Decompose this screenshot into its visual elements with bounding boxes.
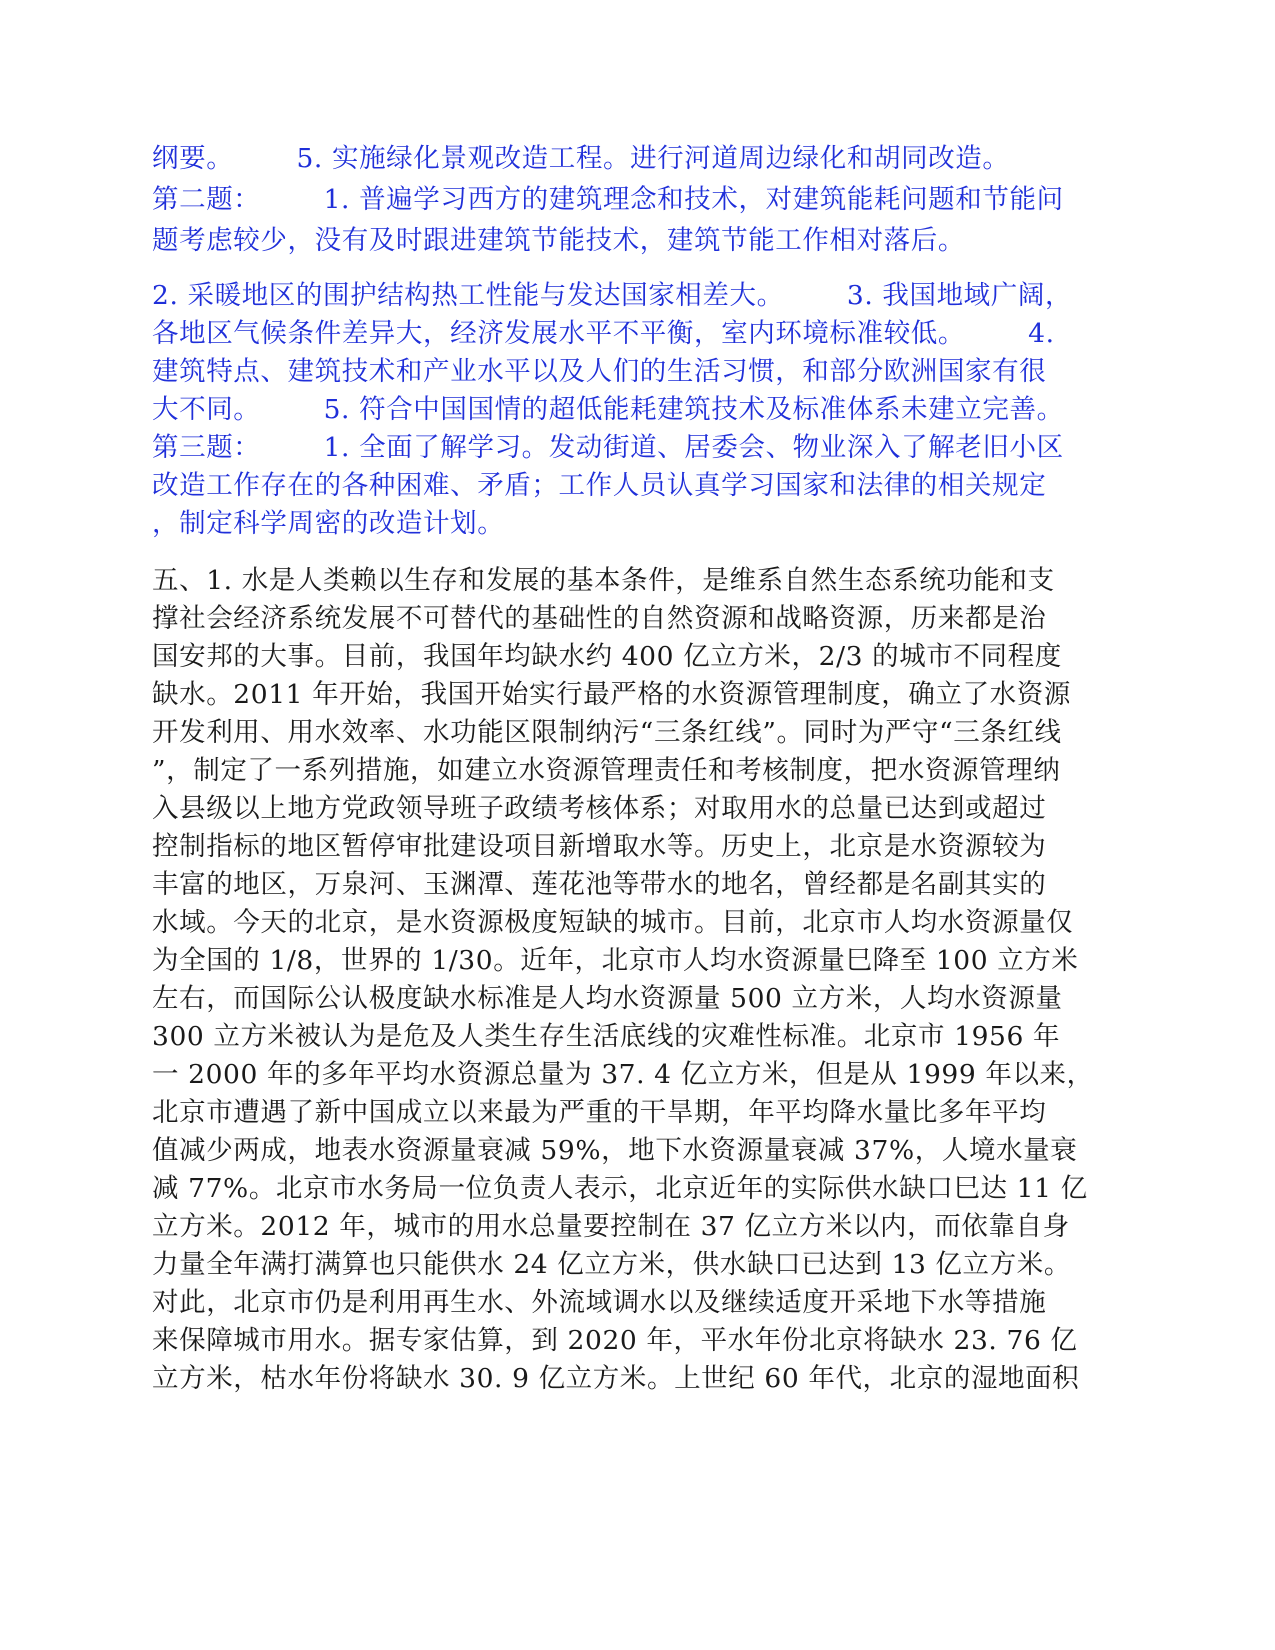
body-line-5: 开发利用、用水效率、水功能区限制纳污“三条红线”。同时为严守“三条红线 (152, 717, 1062, 748)
answer-line-10: ，制定科学周密的改造计划。 (152, 508, 505, 539)
body-line-10: 水域。今天的北京，是水资源极度短缺的城市。目前，北京市人均水资源量仅 (152, 907, 1074, 938)
body-line-11: 为全国的 1/8，世界的 1/30。近年，北京市人均水资源量巳降至 100 立方米 (152, 945, 1079, 976)
body-line-16: 值减少两成，地表水资源量衰减 59%，地下水资源量衰减 37%，人境水量衰 (152, 1135, 1078, 1166)
answer-line-3: 题考虑较少，没有及时跟进建筑节能技术，建筑节能工作相对落后。 (152, 225, 965, 256)
body-line-22: 立方米，枯水年份将缺水 30. 9 亿立方米。上世纪 60 年代，北京的湿地面积 (152, 1363, 1080, 1394)
body-line-4: 缺水。2011 年开始，我国开始实行最严格的水资源管理制度，确立了水资源 (152, 679, 1071, 710)
answer-line-9: 改造工作存在的各种困难、矛盾；工作人员认真学习国家和法律的相关规定 (152, 470, 1047, 501)
body-line-18: 立方米。2012 年，城市的用水总量要控制在 37 亿立方米以内，而依靠自身 (152, 1211, 1070, 1242)
answer-line-1: 纲要。 5. 实施绿化景观改造工程。进行河道周边绿化和胡同改造。 (152, 143, 1010, 174)
body-line-2: 撑社会经济系统发展不可替代的基础性的自然资源和战略资源，历来都是治 (152, 603, 1047, 634)
body-line-19: 力量全年满打满算也只能供水 24 亿立方米，供水缺口已达到 13 亿立方米。 (152, 1249, 1071, 1280)
body-line-17: 减 77%。北京市水务局一位负责人表示，北京近年的实际供水缺口巳达 11 亿 (152, 1173, 1088, 1204)
body-line-1: 五、1. 水是人类赖以生存和发展的基本条件，是维系自然生态系统功能和支 (152, 565, 1055, 596)
body-line-13: 300 立方米被认为是危及人类生存生活底线的灾难性标准。北京市 1956 年 (152, 1021, 1061, 1052)
body-line-9: 丰富的地区，万泉河、玉渊潭、莲花池等带水的地名，曾经都是名副其实的 (152, 869, 1047, 900)
body-line-6: ”，制定了一系列措施，如建立水资源管理责任和考核制度，把水资源管理纳 (152, 755, 1061, 786)
body-line-14: 一 2000 年的多年平均水资源总量为 37. 4 亿立方米，但是从 1999 年以来， (152, 1059, 1094, 1090)
answer-line-2: 第二题： 1. 普遍学习西方的建筑理念和技术，对建筑能耗问题和节能问 (152, 184, 1064, 215)
body-line-7: 入县级以上地方党政领导班子政绩考核体系；对取用水的总量已达到或超过 (152, 793, 1047, 824)
body-line-20: 对此，北京市仍是利用再生水、外流域调水以及继续适度开采地下水等措施 (152, 1287, 1047, 1318)
answer-line-5: 各地区气候条件差异大，经济发展水平不平衡，室内环境标准较低。 4. (152, 318, 1055, 349)
answer-line-7: 大不同。 5. 符合中国国情的超低能耗建筑技术及标准体系未建立完善。 (152, 394, 1064, 425)
body-line-8: 控制指标的地区暂停审批建设项目新增取水等。历史上，北京是水资源较为 (152, 831, 1047, 862)
answer-line-4: 2. 采暖地区的围护结构热工性能与发达国家相差大。 3. 我国地域广阔， (152, 280, 1073, 311)
answer-line-6: 建筑特点、建筑技术和产业水平以及人们的生活习惯，和部分欧洲国家有很 (152, 356, 1047, 387)
body-line-12: 左右，而国际公认极度缺水标准是人均水资源量 500 立方米，人均水资源量 (152, 983, 1063, 1014)
body-line-15: 北京市遭遇了新中国成立以来最为严重的干旱期，年平均降水量比多年平均 (152, 1097, 1047, 1128)
answer-line-8: 第三题： 1. 全面了解学习。发动街道、居委会、物业深入了解老旧小区 (152, 432, 1064, 463)
body-line-3: 国安邦的大事。目前，我国年均缺水约 400 亿立方米，2/3 的城市不同程度 (152, 641, 1062, 672)
body-line-21: 来保障城市用水。据专家估算，到 2020 年，平水年份北京将缺水 23. 76 亿 (152, 1325, 1078, 1356)
